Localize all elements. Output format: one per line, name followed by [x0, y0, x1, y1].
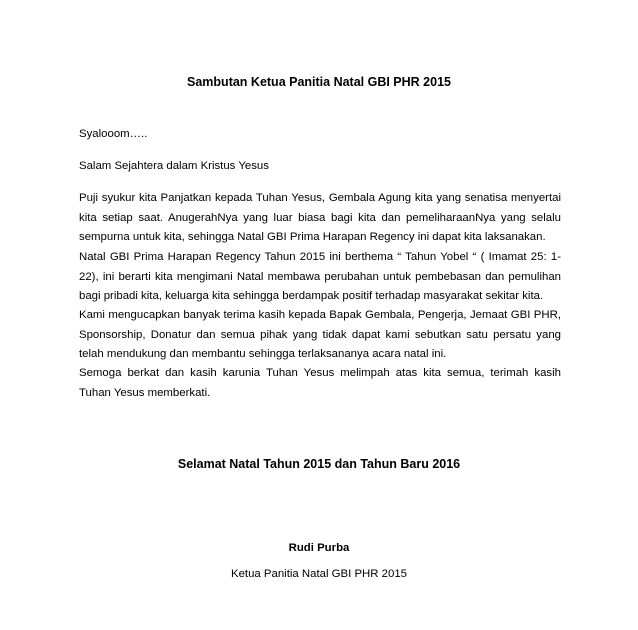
salam-line: Salam Sejahtera dalam Kristus Yesus — [79, 160, 269, 172]
paragraph-theme: Natal GBI Prima Harapan Regency Tahun 2015 ini berthema “ Tahun Yobel “ ( Imamat 25: 1-22), ini berarti kita mengimani Natal membawa perubahan untuk pembebasan dan pemulihan bagi pribadi kita, keluarga kita sehingga berdampak positif terhadap masyarakat sekitar kita. — [79, 251, 561, 302]
greeting-line: Syalooom….. — [79, 128, 148, 140]
signatory-role: Ketua Panitia Natal GBI PHR 2015 — [230, 568, 408, 580]
paragraph-acknowledgements: Kami mengucapkan banyak terima kasih kepada Bapak Gembala, Pengerja, Jemaat GBI PHR, Sponsorship, Donatur dan semua pihak yang tidak dapat kami sebutkan satu persatu yang telah mendukung dan membantu sehingga terlaksananya acara natal ini. — [79, 309, 561, 360]
paragraph-thanksgiving: Puji syukur kita Panjatkan kepada Tuhan Yesus, Gembala Agung kita yang senatisa menyertai kita setiap saat. AnugerahNya yang luar biasa bagi kita dan pemeliharaanNya yang selalu sempurna untuk kita, sehingga Natal GBI Prima Harapan Regency ini dapat kita laksanakan. — [79, 192, 561, 243]
closing-greeting: Selamat Natal Tahun 2015 dan Tahun Baru 2016 — [177, 457, 461, 471]
paragraph-blessing: Semoga berkat dan kasih karunia Tuhan Yesus melimpah atas kita semua, terimah kasih Tuhan Yesus memberkati. — [79, 367, 561, 399]
document-title: Sambutan Ketua Panitia Natal GBI PHR 2015 — [187, 75, 451, 89]
signatory-name: Rudi Purba — [288, 542, 350, 554]
